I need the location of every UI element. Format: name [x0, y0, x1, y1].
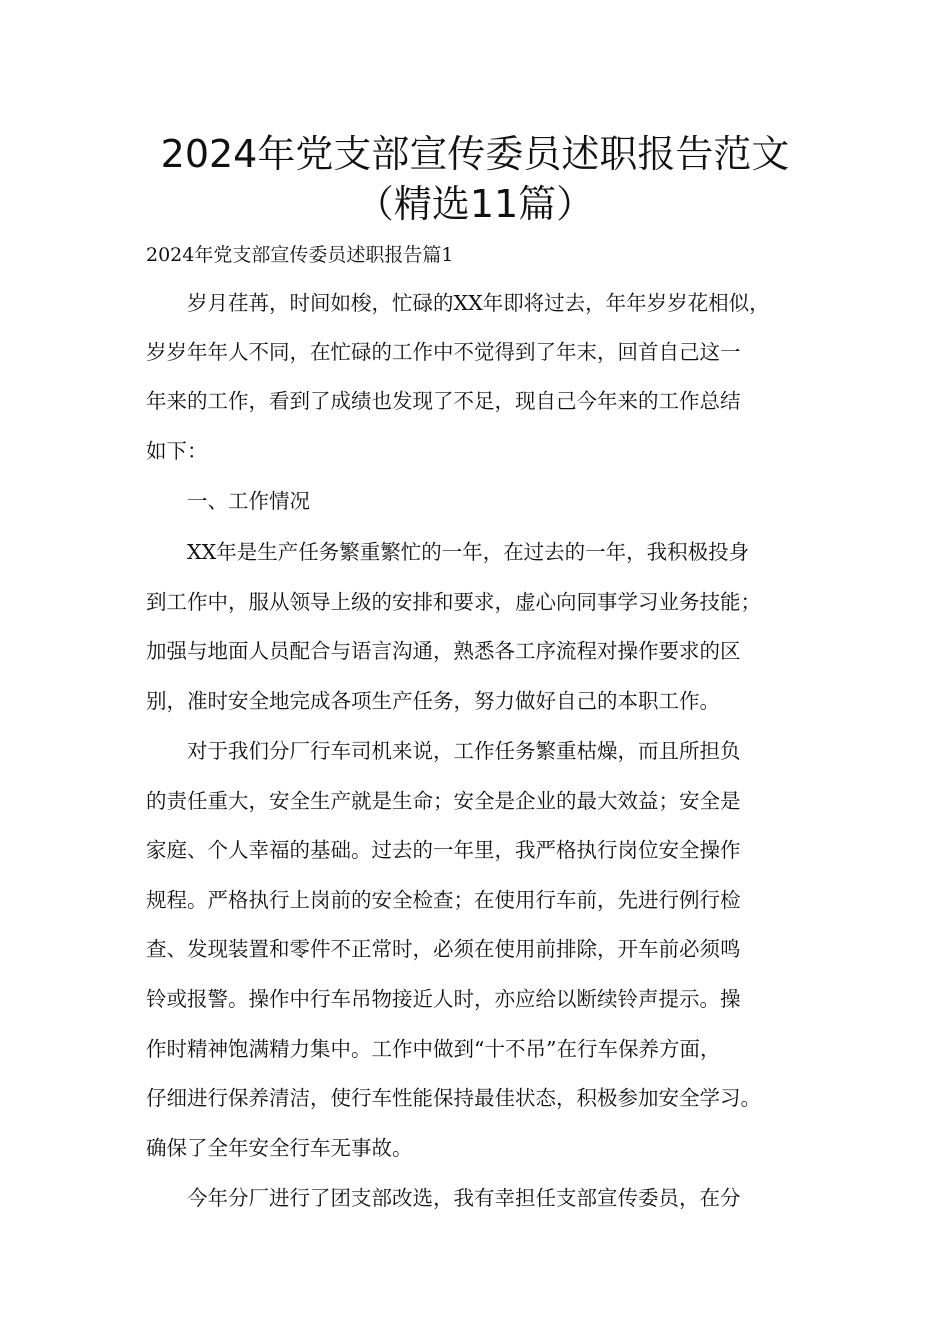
body-line: 确保了全年安全行车无事故。: [146, 1136, 413, 1160]
body-line: XX年是生产任务繁重繁忙的一年，在过去的一年，我积极投身: [146, 540, 750, 564]
body-line: 仔细进行保养清洁，使行车性能保持最佳状态，积极参加安全学习。: [146, 1086, 761, 1110]
document-title-line-2: （精选11篇）: [355, 182, 595, 226]
body-line: 家庭、个人幸福的基础。过去的一年里，我严格执行岗位安全操作: [146, 838, 741, 862]
body-line: 的责任重大，安全生产就是生命；安全是企业的最大效益；安全是: [146, 789, 741, 813]
chapter-heading: 2024年党支部宣传委员述职报告篇1: [146, 244, 454, 266]
body-line: 岁岁年年人不同，在忙碌的工作中不觉得到了年末，回首自己这一: [146, 340, 741, 364]
body-line: 铃或报警。操作中行车吊物接近人时，亦应给以断续铃声提示。操: [146, 987, 741, 1011]
body-line: 别，准时安全地完成各项生产任务，努力做好自己的本职工作。: [146, 689, 720, 713]
body-line: 查、发现装置和零件不正常时，必须在使用前排除，开车前必须鸣: [146, 937, 741, 961]
body-line: 对于我们分厂行车司机来说，工作任务繁重枯燥，而且所担负: [146, 739, 741, 763]
body-line: 规程。严格执行上岗前的安全检查；在使用行车前，先进行例行检: [146, 888, 741, 912]
body-line: 到工作中，服从领导上级的安排和要求，虚心向同事学习业务技能；: [146, 590, 761, 614]
body-line: 加强与地面人员配合与语言沟通，熟悉各工序流程对操作要求的区: [146, 639, 741, 663]
body-line: 今年分厂进行了团支部改选，我有幸担任支部宣传委员，在分: [146, 1186, 741, 1210]
body-line: 如下：: [146, 439, 208, 463]
document-title-line-1: 2024年党支部宣传委员述职报告范文: [160, 132, 790, 176]
body-line: 作时精神饱满精力集中。工作中做到“十不吊”在行车保养方面，: [146, 1037, 721, 1061]
body-line: 年来的工作，看到了成绩也发现了不足，现自己今年来的工作总结: [146, 389, 741, 413]
section-heading: 一、工作情况: [146, 489, 310, 513]
body-line: 岁月荏苒，时间如梭，忙碌的XX年即将过去，年年岁岁花相似，: [146, 291, 770, 315]
